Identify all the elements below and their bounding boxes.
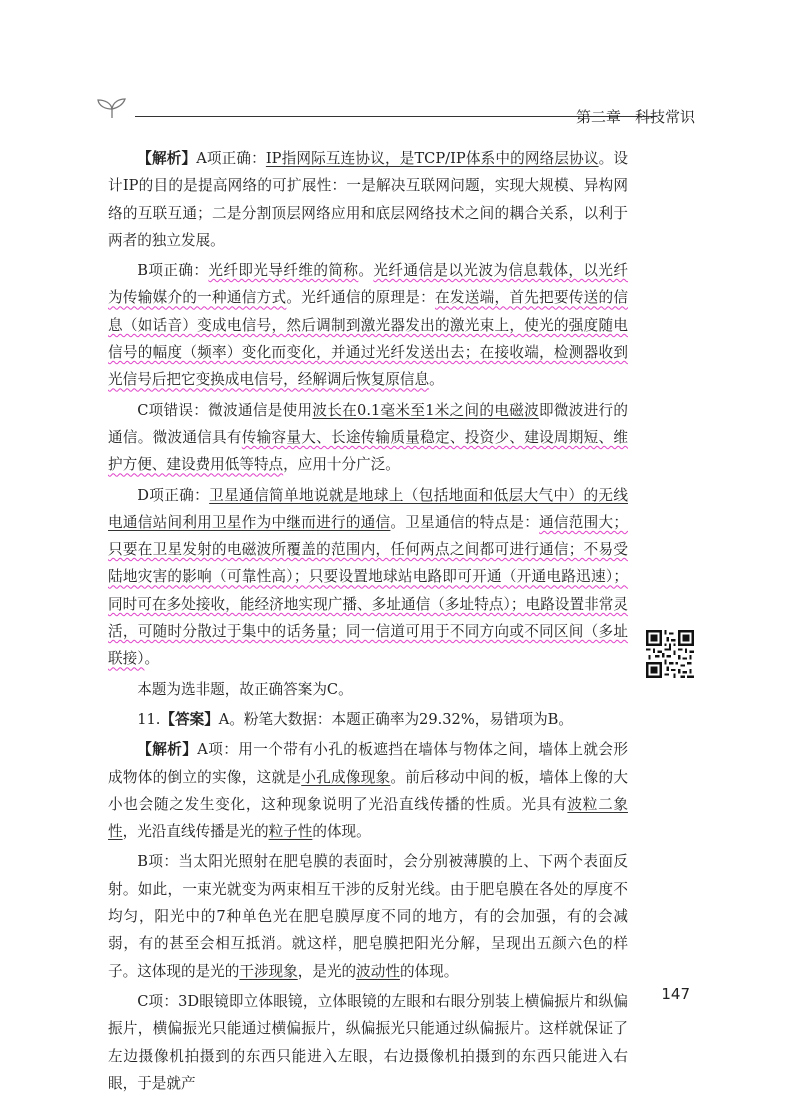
text-span: 的体现。 bbox=[312, 823, 371, 841]
text-span: ，光沿直线传播是光的 bbox=[122, 823, 269, 841]
text-span: C项：3D眼镜即立体眼镜，立体眼镜的左眼和右眼分别装上横偏振片和纵偏振片，横偏振光只能通过横偏振片，纵偏振光只能通过纵偏振片。这样就保证了左边摄像机拍摄到的东西只能进入左眼，右边摄像机拍摄到的东西只能进入右眼，于是就产 bbox=[108, 992, 628, 1092]
text-span: A项正确： bbox=[196, 150, 266, 167]
chapter-label: 第二章 bbox=[575, 108, 621, 126]
page-header bbox=[95, 96, 695, 126]
text-span: A。粉笔大数据：本题正确率为29.32%，易错项为B。 bbox=[218, 710, 573, 728]
text-span: 。光纤通信的原理是： bbox=[286, 289, 436, 307]
qr-code-icon[interactable] bbox=[646, 630, 694, 678]
underlined-text: 波动性 bbox=[356, 962, 400, 980]
paragraph-option-b bbox=[108, 257, 628, 393]
text-span: 。卫星通信的特点是： bbox=[390, 513, 540, 531]
paragraph-option-d bbox=[108, 482, 628, 673]
underlined-text: 波长在0.1毫米至1米之间的电磁波 bbox=[312, 401, 539, 419]
paragraph-explanation-a bbox=[108, 145, 628, 254]
paragraph-option-c bbox=[108, 397, 628, 479]
underlined-text: 光纤通信是以光波为信息载体，以光纤为传输媒介的一种通信方式 bbox=[108, 262, 628, 307]
underlined-text: 在发送端，首先把要传送的信息（如话音）变成电信号，然后调制到激光器发出的激光束上，使光的强度随电信号的幅度（频率）变化而变化，并通过光纤发送出去；在接收端，检测器收到光信号后把它变换成电信号，经解调后恢复原信息 bbox=[108, 289, 628, 389]
text-span: A项：用一个带有小孔的板遮挡在墙体与物体之间，墙体上就会形成物体的倒立的实像，这就是 bbox=[108, 741, 628, 786]
text-span: 。设计IP的目的是提高网络的可扩展性：一是解决互联网问题，实现大规模、异构网络的互联互通；二是分割顶层网络应用和底层网络技术之间的耦合关系，以利于两者的独立发展。 bbox=[108, 150, 628, 249]
text-span: B项：当太阳光照射在肥皂膜的表面时，会分别被薄膜的上、下两个表面反射。如此，一束光就变为两束相互干涉的反射光线。由于肥皂膜在各处的厚度不均匀，阳光中的7种单色光在肥皂膜厚度不同的地方，有的会加强，有的会减弱，有的甚至会相互抵消。就这样，肥皂膜把阳光分解，呈现出五颜六色的样子。这体现的是光的 bbox=[108, 853, 628, 980]
underlined-text: 卫星通信简单地说就是地球上（包括地面和低层大气中）的无线电通信站间利用卫星作为中继而进行的通信 bbox=[108, 486, 628, 531]
text-span: B项正确： bbox=[137, 262, 209, 280]
underlined-text: 粒子性 bbox=[268, 823, 313, 841]
answer-tag: 【答案】 bbox=[160, 710, 219, 728]
paragraph-option-c2 bbox=[108, 988, 628, 1097]
underlined-text: 小孔成像现象 bbox=[301, 768, 391, 786]
text-span: ，是光的 bbox=[297, 962, 357, 980]
text-span: 。 bbox=[429, 371, 444, 389]
question-number: 11. bbox=[137, 710, 161, 728]
paragraph-explanation-11a bbox=[108, 736, 628, 845]
text-span: D项正确： bbox=[137, 486, 210, 504]
chapter-title bbox=[576, 106, 695, 127]
underlined-text: 干涉现象 bbox=[239, 962, 298, 980]
text-span: 本题为选非题，故正确答案为C。 bbox=[137, 680, 353, 698]
sprout-icon bbox=[95, 96, 129, 120]
underlined-text: IP指网际互连协议，是TCP/IP体系中的网络层协议 bbox=[265, 150, 599, 167]
text-span: 。 bbox=[144, 650, 160, 668]
paragraph-conclusion bbox=[108, 676, 628, 703]
underlined-text: 通信范围大；只要在卫星发射的电磁波所覆盖的范围内，任何两点之间都可进行通信；不易受陆地灾害的影响（可靠性高）；只要设置地球站电路即可开通（开通电路迅速）；同时可在多处接收，能经济地实现广播、多址通信（多址特点）；电路设置非常灵活，可随时分散过于集中的话务量；同一信道可用于不同方向或不同区间（多址联接） bbox=[108, 513, 628, 668]
text-span: 即微波进行的通信。微波通信具有 bbox=[108, 401, 629, 446]
section-label: 科技常识 bbox=[634, 108, 695, 126]
explanation-tag: 【解析】 bbox=[137, 150, 197, 167]
text-span: 。前后移动中间的板，墙体上像的大小也会随之发生变化，这种现象说明了光沿直线传播的性质。光具有 bbox=[108, 768, 628, 813]
underlined-text: 传输容量大、长途传输质量稳定、投资少、建设周期短、维护方便、建设费用低等特点 bbox=[108, 428, 628, 474]
paragraph-option-b2 bbox=[108, 848, 628, 984]
underlined-text: 波粒二象性 bbox=[108, 795, 628, 841]
paragraph-answer-11 bbox=[108, 706, 628, 733]
text-span: 。 bbox=[358, 262, 374, 280]
text-span: C项错误：微波通信是使用 bbox=[137, 401, 313, 419]
underlined-text: 光纤即光导纤维的简称 bbox=[208, 262, 359, 280]
text-span: 的体现。 bbox=[399, 962, 459, 980]
text-span: ，应用十分广泛。 bbox=[283, 456, 400, 474]
page-content bbox=[108, 145, 628, 1100]
page-number: 147 bbox=[661, 985, 690, 1003]
explanation-tag: 【解析】 bbox=[137, 741, 198, 759]
